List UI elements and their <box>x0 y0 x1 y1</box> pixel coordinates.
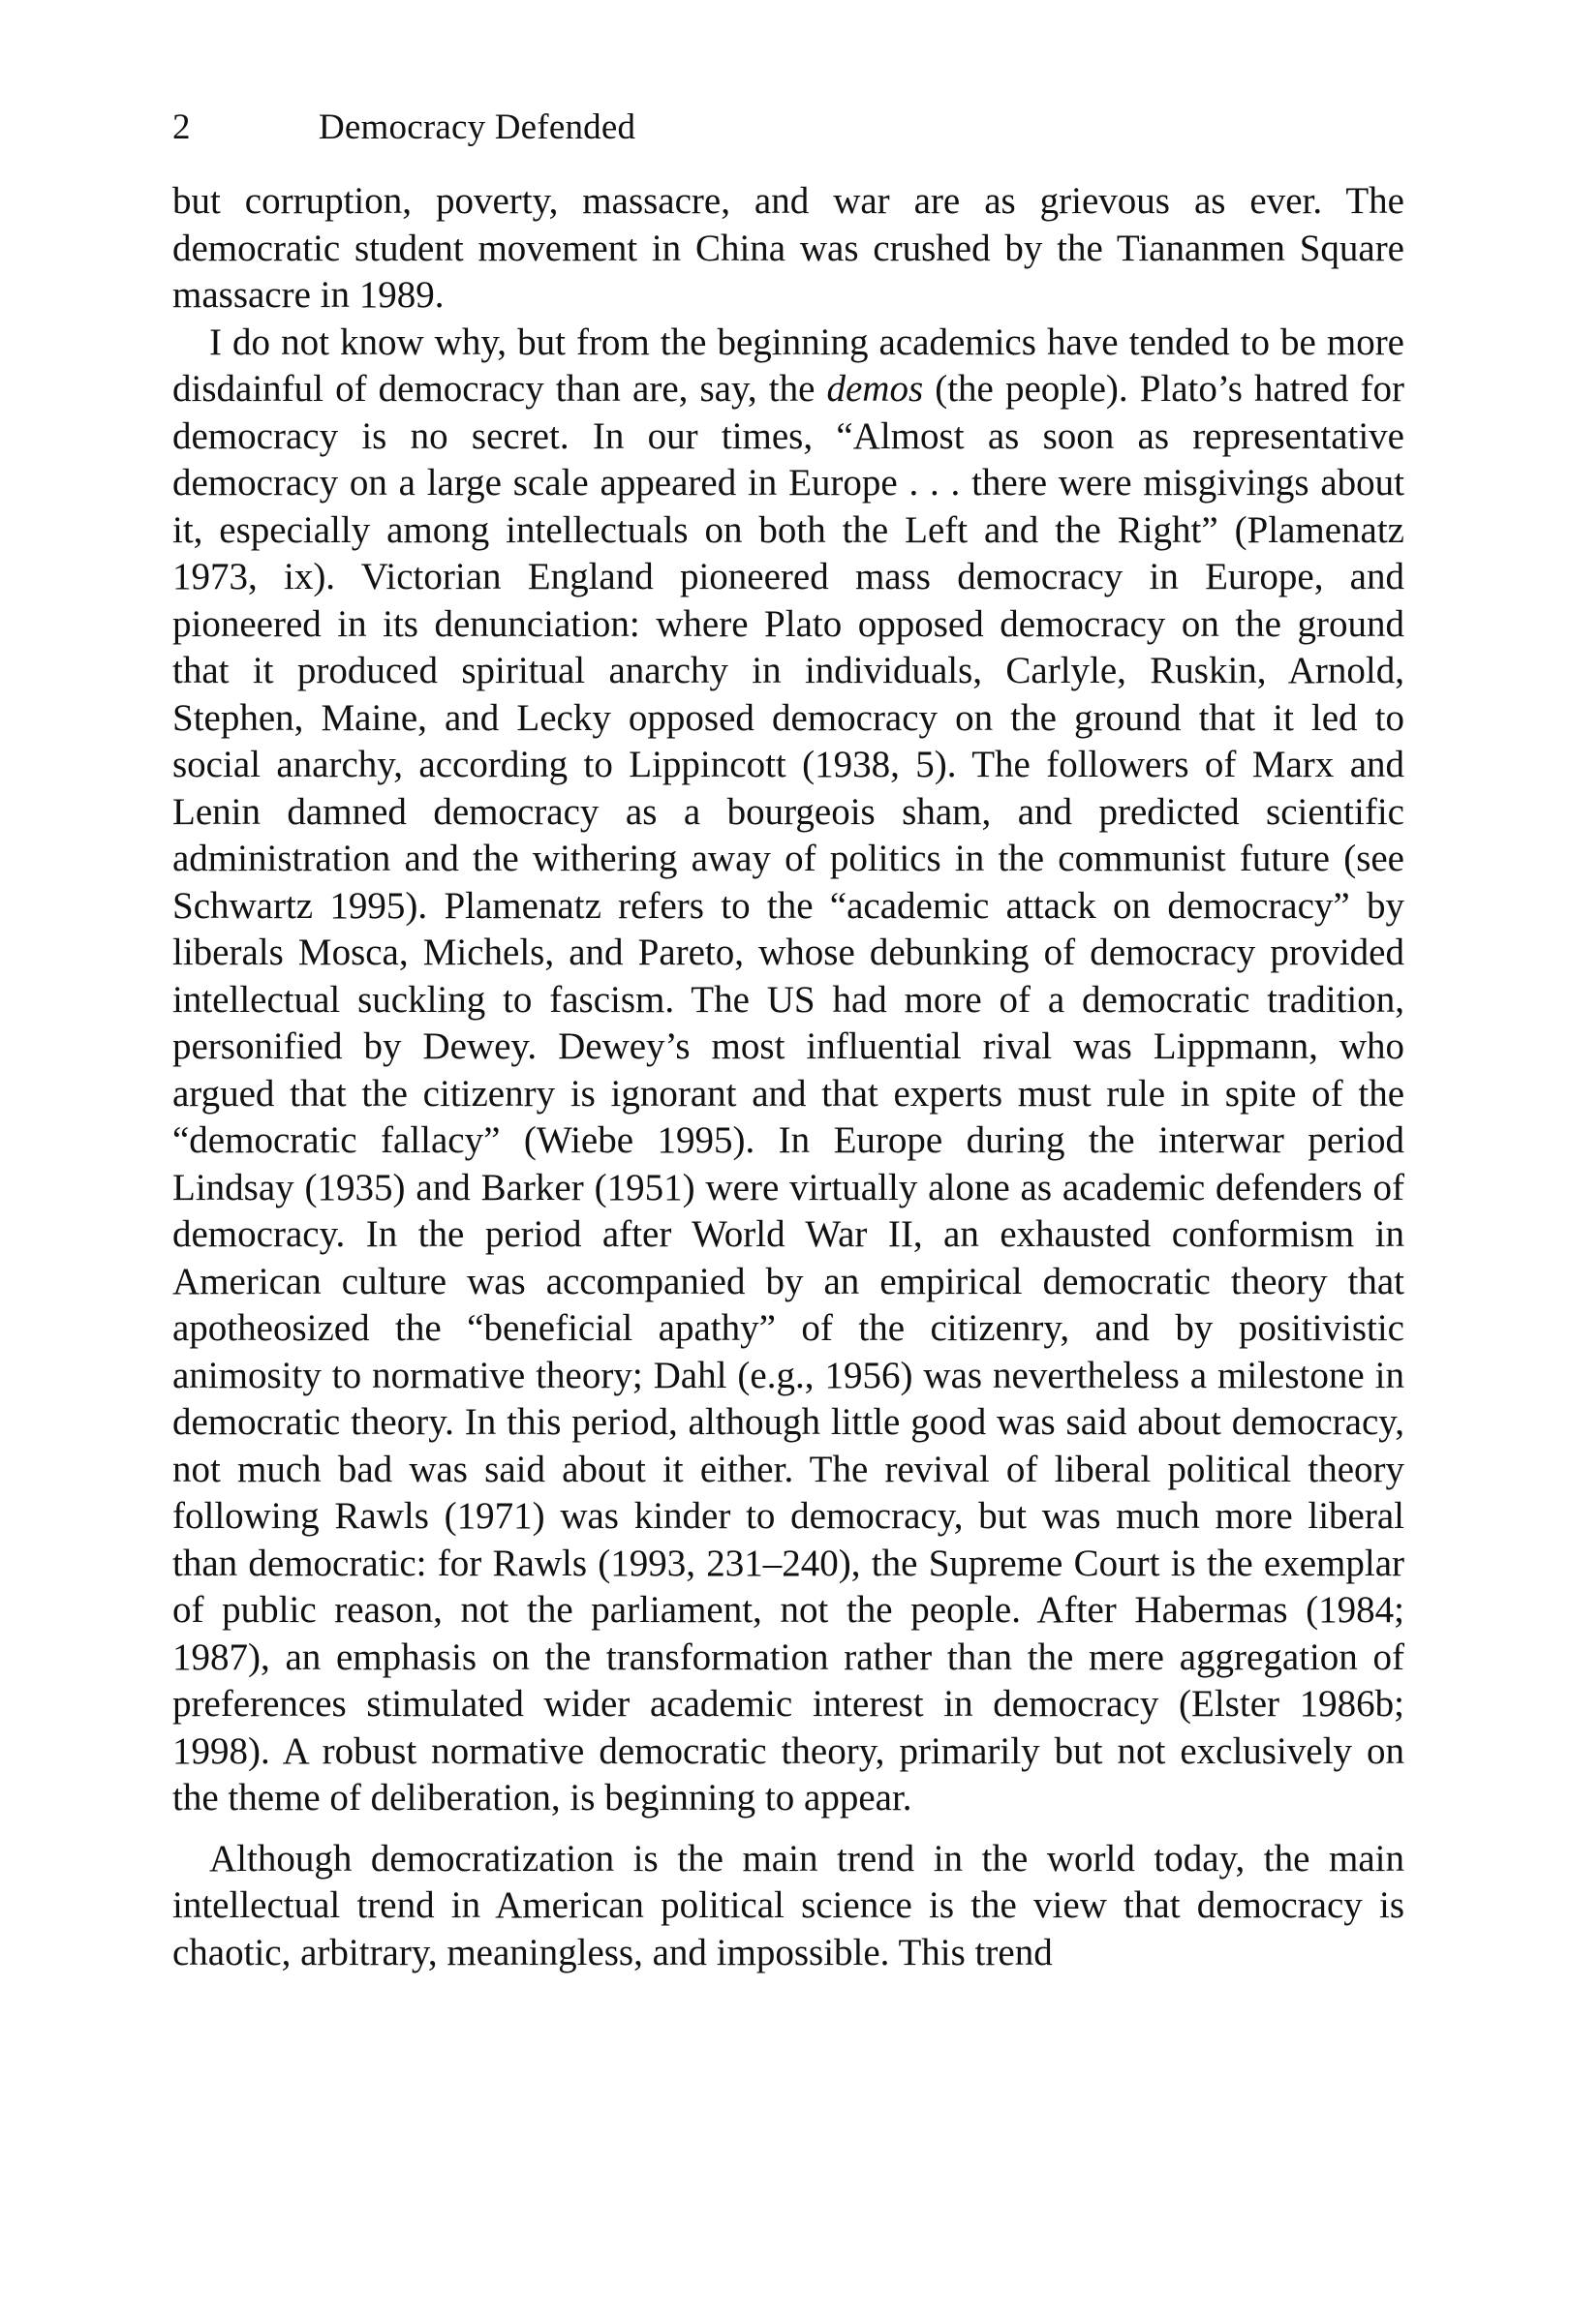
running-head-title: Democracy Defended <box>319 107 636 147</box>
paragraph-intellectual-trend: Although democratization is the main trend in the world today, the main intellectual trend in American political science is the view that democracy is chaotic, arbitrary, meaningless, and impossible. This trend <box>172 1837 1404 1973</box>
paragraph-academic-disdain <box>172 320 1404 1822</box>
page-number: 2 <box>172 107 191 147</box>
emphasized-term-demos: demos <box>826 368 924 410</box>
book-page <box>172 105 1404 2235</box>
paragraph-continuation: but corruption, poverty, massacre, and war are as grievous as ever. The democratic student movement in China was crushed by the Tiananmen Square massacre in 1989. <box>172 180 1404 316</box>
paragraph-text-before-emphasis: I do not know why, but from the beginning academics have tended to be more disdainful of democracy than are, say, the <box>172 321 1404 410</box>
paragraph-text-after-emphasis: (the people). Plato’s hatred for democracy is no secret. In our times, “Almost as soon as representative democracy on a large scale appeared in Europe . . . there were misgivings about it, especially among intellectuals on both the Left and the Right” (Plamenatz 1973, ix). Victorian England pioneered mass democracy in Europe, and pioneered in its denunciation: where Plato opposed democracy on the ground that it produced spiritual anarchy in individuals, Carlyle, Ruskin, Arnold, Stephen, Maine, and Lecky opposed democracy on the ground that it led to social anarchy, according to Lippincott (1938, 5). The followers of Marx and Lenin damned democracy as a bourgeois sham, and predicted scientific administration and the withering away of politics in the communist future (see Schwartz 1995). Plamenatz refers to the “academic attack on democracy” by liberals Mosca, Michels, and Pareto, whose debunking of democracy provided intellectual suckling to fascism. The US had more of a democratic tradition, personified by Dewey. Dewey’s most influential rival was Lippmann, who argued that the citizenry is ignorant and that experts must rule in spite of the “democratic fallacy” (Wiebe 1995). In Europe during the interwar period Lindsay (1935) and Barker (1951) were virtually alone as academic defenders of democracy. In the period after World War II, an exhausted conformism in American culture was accompanied by an empirical democratic theory that apotheosized the “beneficial apathy” of the citizenry, and by positivistic animosity to normative theory; Dahl (e.g., 1956) was nevertheless a milestone in democratic theory. In this period, although little good was said about democracy, not much bad was said about it either. The revival of liberal political theory following Rawls (1971) was kinder to democracy, but was much more liberal than democratic: for Rawls (1993, 231–240), the Supreme Court is the exemplar of public reason, not the parliament, not the people. After Habermas (1984; 1987), an emphasis on the transformation rather than the mere aggregation of preferences stimulated wider academic interest in democracy (Elster 1986b; 1998). A robust normative democratic theory, primarily but not exclusively on the theme of deliberation, is beginning to appear. <box>172 368 1404 1819</box>
running-head <box>172 105 1404 151</box>
body-text <box>172 178 1404 1976</box>
